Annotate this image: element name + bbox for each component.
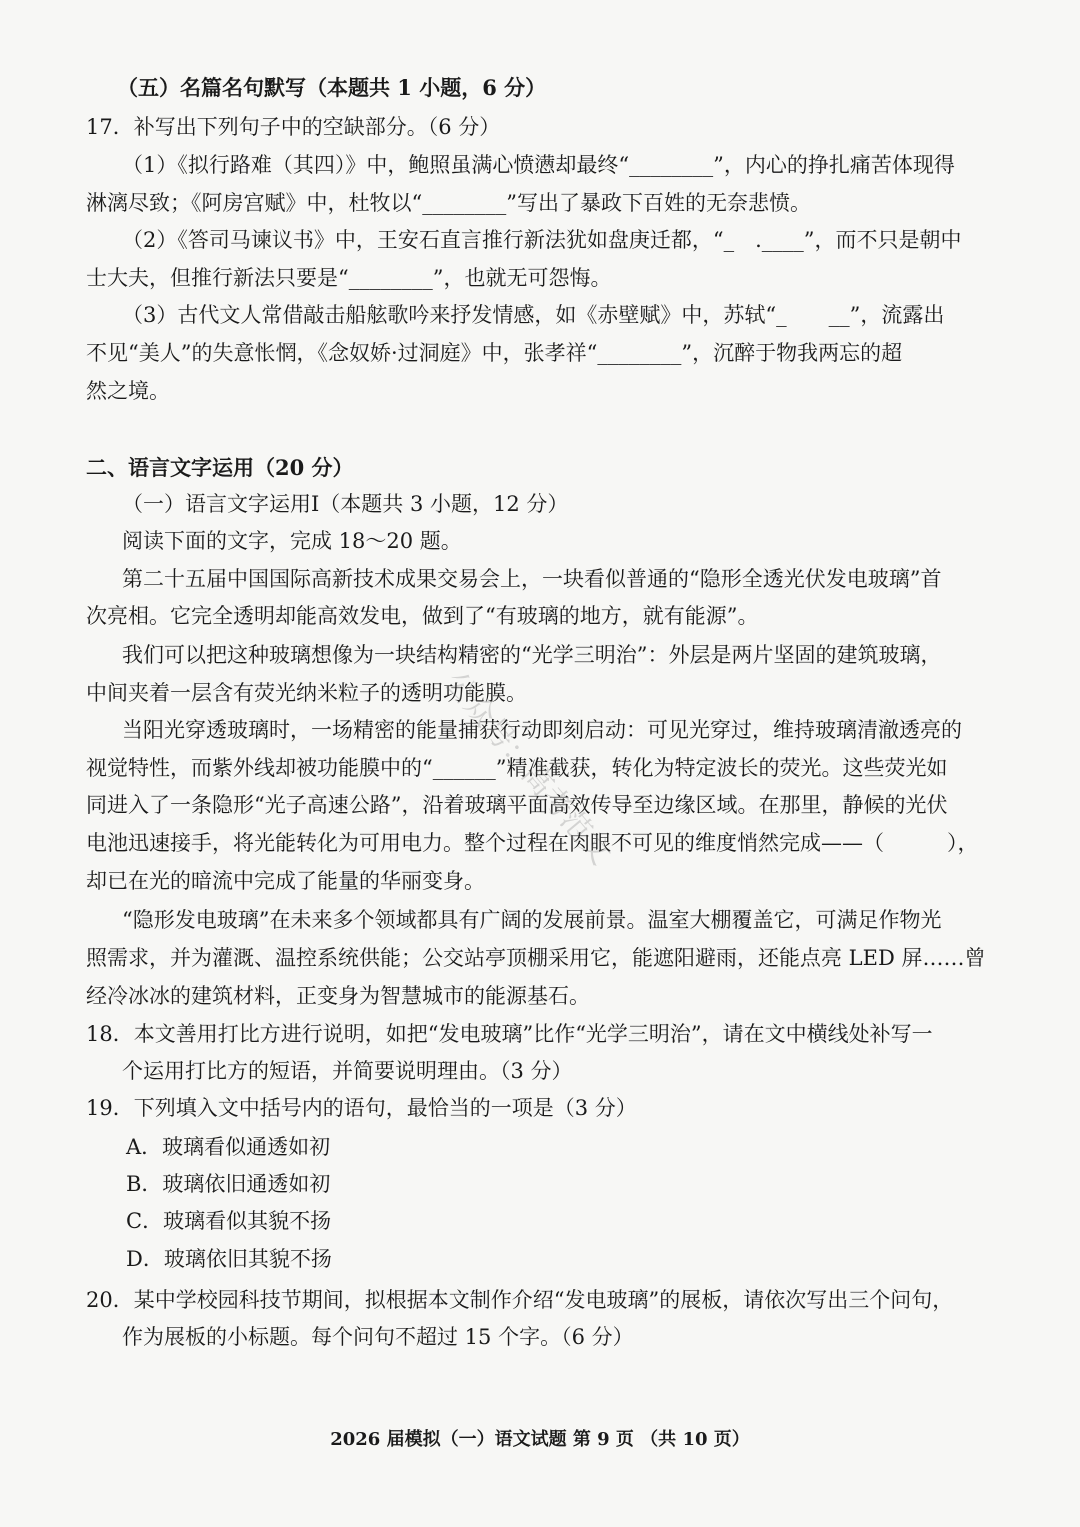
q19-option-a: A．玻璃看似通透如初: [126, 1135, 331, 1159]
q17-line: （2）《答司马谏议书》中，王安石直言推行新法犹如盘庚迁都，“_ .____”，而不只是朝中: [122, 228, 962, 252]
q17-stem: 17．补写出下列句子中的空缺部分。（6 分）: [86, 115, 501, 139]
passage-line: 电池迅速接手，将光能转化为可用电力。整个过程在肉眼不可见的维度悄然完成——（ ），: [86, 831, 979, 855]
passage-intro: 阅读下面的文字，完成 18～20 题。: [122, 529, 462, 553]
q19-option-c: C．玻璃看似其貌不扬: [126, 1209, 332, 1233]
passage-line: 第二十五届中国国际高新技术成果交易会上，一块看似普通的“隐形全透光伏发电玻璃”首: [122, 567, 942, 591]
q17-line: 然之境。: [86, 379, 170, 403]
q17-line: （3）古代文人常借敲击船舷歌吟来抒发情感，如《赤壁赋》中，苏轼“_ __”，流露出: [122, 303, 945, 327]
q17-line: 不见“美人”的失意怅惘，《念奴娇·过洞庭》中，张孝祥“________”，沉醉于物我两忘的超: [86, 341, 903, 365]
passage-line: 次亮相。它完全透明却能高效发电，做到了“有玻璃的地方，就有能源”。: [86, 604, 759, 628]
passage-line: 当阳光穿透玻璃时，一场精密的能量捕获行动即刻启动：可见光穿过，维持玻璃清澈透亮的: [122, 718, 962, 742]
passage-line: “隐形发电玻璃”在未来多个领域都具有广阔的发展前景。温室大棚覆盖它，可满足作物光: [122, 908, 942, 932]
passage-line: 我们可以把这种玻璃想像为一块结构精密的“光学三明治”：外层是两片坚固的建筑玻璃，: [122, 643, 942, 667]
passage-line: 视觉特性，而紫外线却被功能膜中的“______”精准截获，转化为特定波长的荧光。这些荧光如: [86, 756, 948, 780]
page-footer: 2026 届模拟（一）语文试题 第 9 页 （共 10 页）: [330, 1429, 750, 1450]
q18-line: 18．本文善用打比方进行说明，如把“发电玻璃”比作“光学三明治”，请在文中横线处补写一: [86, 1022, 933, 1046]
sub-1-heading: （一）语言文字运用Ⅰ（本题共 3 小题，12 分）: [122, 492, 569, 516]
q19-stem: 19．下列填入文中括号内的语句，最恰当的一项是（3 分）: [86, 1096, 637, 1120]
q20-line: 20．某中学校园科技节期间，拟根据本文制作介绍“发电玻璃”的展板，请依次写出三个问句，: [86, 1288, 954, 1312]
passage-line: 却已在光的暗流中完成了能量的华丽变身。: [86, 869, 485, 893]
passage-line: 经冷冰冰的建筑材料，正变身为智慧城市的能源基石。: [86, 984, 590, 1008]
q17-line: （1）《拟行路难（其四）》中，鲍照虽满心愤懑却最终“________”，内心的挣扎痛苦体现得: [122, 153, 955, 177]
section-5-heading: （五）名篇名句默写（本题共 1 小题，6 分）: [117, 75, 547, 100]
part-2-heading: 二、语言文字运用（20 分）: [86, 455, 354, 480]
q17-line: 淋漓尽致；《阿房宫赋》中，杜牧以“________”写出了暴政下百姓的无奈悲愤。: [86, 191, 811, 215]
q19-option-b: B．玻璃依旧通透如初: [126, 1172, 331, 1196]
q19-option-d: D．玻璃依旧其貌不扬: [126, 1247, 332, 1271]
passage-line: 同进入了一条隐形“光子高速公路”，沿着玻璃平面高效传导至边缘区域。在那里，静候的光伏: [86, 793, 948, 817]
q18-line: 个运用打比方的短语，并简要说明理由。（3 分）: [122, 1059, 573, 1083]
q17-line: 士大夫，但推行新法只要是“________”，也就无可怨悔。: [86, 266, 612, 290]
passage-line: 照需求，并为灌溉、温控系统供能；公交站亭顶棚采用它，能遮阳避雨，还能点亮 LED 屏……曾: [86, 946, 986, 970]
watermark: 公众号：高考范文: [437, 665, 619, 872]
q20-line: 作为展板的小标题。每个问句不超过 15 个字。（6 分）: [122, 1325, 634, 1349]
passage-line: 中间夹着一层含有荧光纳米粒子的透明功能膜。: [86, 681, 527, 705]
